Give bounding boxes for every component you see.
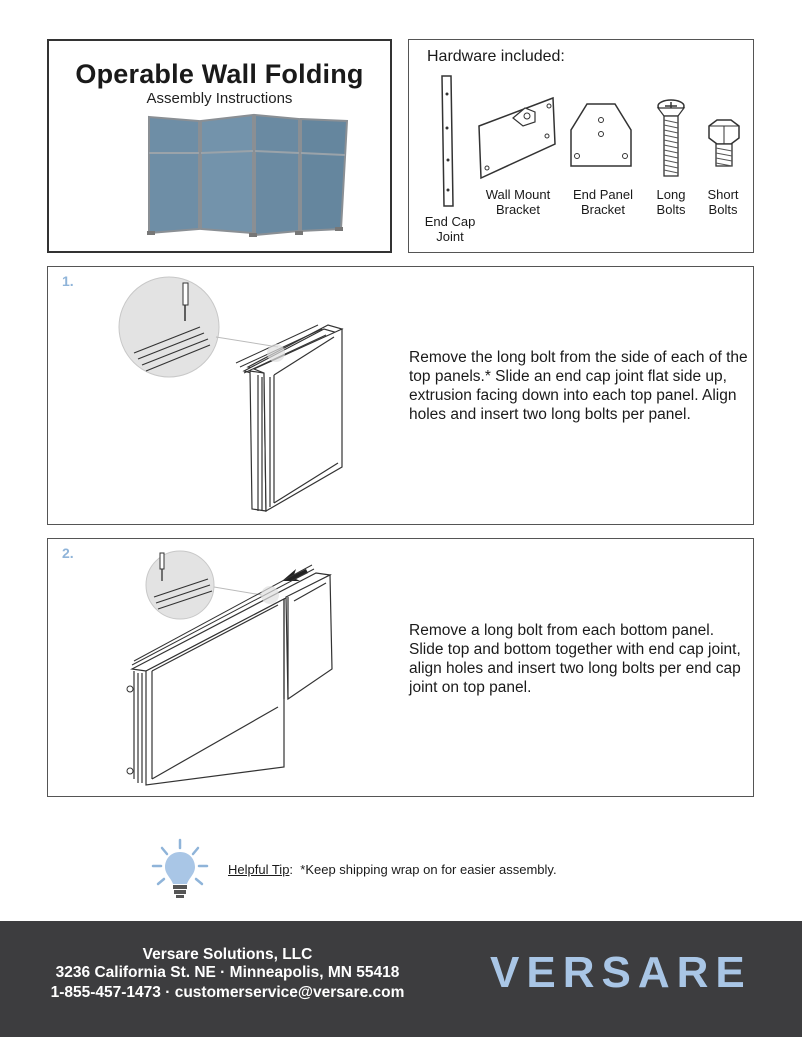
step-2-panel — [47, 538, 754, 797]
step-instructions: Remove a long bolt from each bottom panel. Slide top and bottom together with end cap joint, align holes and insert two long bolts per end cap joint on top panel. — [409, 622, 741, 696]
hardware-label-line1: Long — [656, 187, 686, 202]
hardware-label-line1: End Panel — [573, 187, 633, 202]
hardware-label-line2: Bracket — [495, 202, 541, 217]
folding-wall-illustration — [145, 113, 357, 241]
company-name: Versare Solutions, LLC — [142, 946, 313, 963]
hardware-label-line1: End Cap — [424, 214, 476, 229]
page-subtitle: Assembly Instructions — [146, 90, 293, 107]
step-number: 1. — [62, 273, 74, 289]
step-1-illustration — [48, 267, 388, 525]
hardware-label-line1: Wall Mount — [485, 187, 551, 202]
wall-mount-bracket-icon — [473, 96, 563, 184]
title-panel — [47, 39, 392, 253]
end-panel-bracket-icon — [565, 100, 641, 184]
hardware-label-line2: Bolts — [656, 202, 686, 217]
step-1-panel — [47, 266, 754, 525]
long-bolt-icon — [647, 98, 695, 184]
hardware-item-short-bolts — [699, 118, 747, 217]
step-2-illustration — [48, 539, 388, 797]
tip-separator: : — [289, 862, 294, 877]
company-address: 3236 California St. NE · Minneapolis, MN 55418 — [55, 964, 400, 981]
footer — [0, 921, 802, 1037]
step-instructions: Remove the long bolt from the side of each of the top panels.* Slide an end cap joint flat side up, extrusion facing down into each top panel. Align holes and insert two long bolts per panel. — [409, 349, 748, 423]
tip-body: *Keep shipping wrap on for easier assembly. — [293, 862, 557, 877]
short-bolt-icon — [699, 118, 747, 184]
hardware-label-line1: Short — [707, 187, 739, 202]
hardware-label-line2: Joint — [436, 229, 464, 244]
hardware-title: Hardware included: — [427, 48, 565, 65]
hardware-label-line2: Bracket — [580, 202, 626, 217]
hardware-label-line2: Bolts — [708, 202, 738, 217]
hardware-item-long-bolts — [647, 98, 695, 217]
brand-logo: VERSARE — [490, 948, 752, 997]
hardware-item-end-panel-bracket — [565, 100, 641, 217]
step-number: 2. — [62, 545, 74, 561]
helpful-tip — [150, 838, 670, 902]
hardware-item-wall-mount-bracket — [473, 96, 563, 217]
company-contact: 1-855-457-1473 · customerservice@versare.com — [50, 984, 405, 1001]
page-title: Operable Wall Folding — [75, 59, 364, 89]
tip-text — [228, 862, 557, 877]
tip-label: Helpful Tip — [228, 862, 290, 877]
hardware-panel — [408, 39, 754, 253]
lightbulb-icon — [150, 838, 210, 902]
